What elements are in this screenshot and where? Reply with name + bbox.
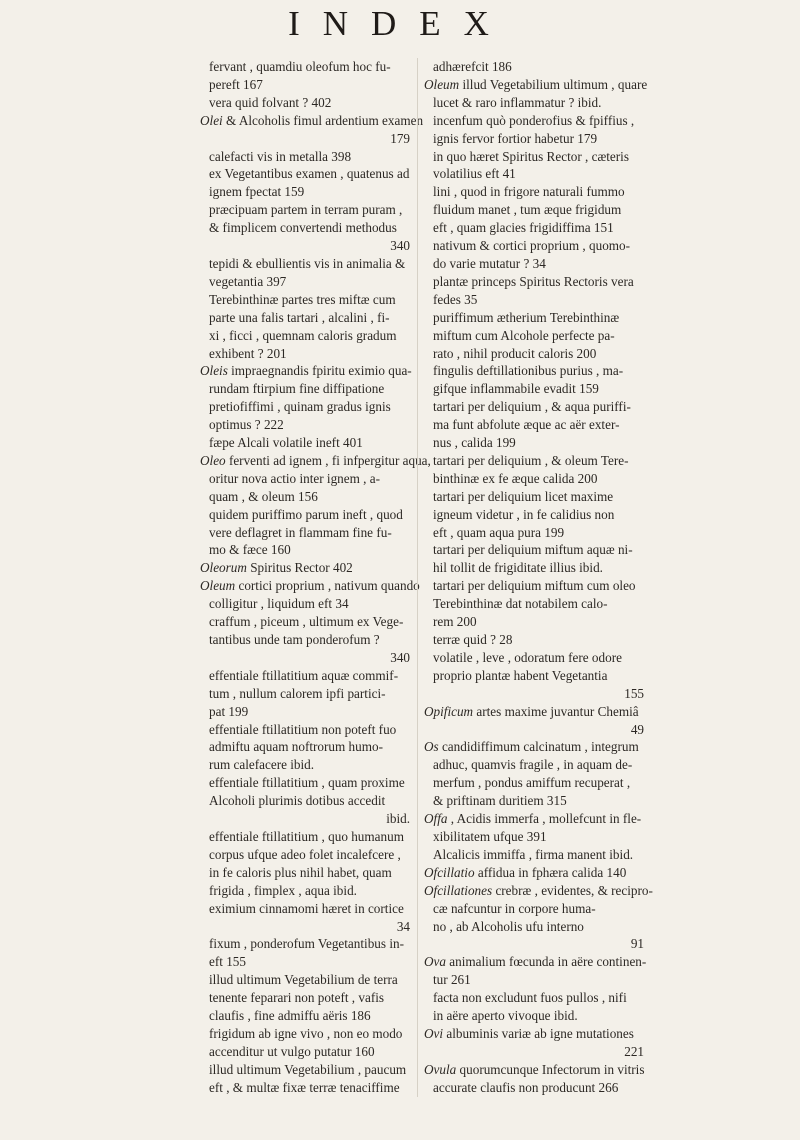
index-entry-line — [200, 201, 412, 219]
index-entry-line — [200, 434, 412, 452]
index-entry-text: rem 200 — [433, 614, 477, 630]
index-entry-text: illud Vegetabilium ultimum , quare — [459, 76, 648, 92]
index-entry-text: incenfum quò ponderofius & fpiffius , — [433, 112, 635, 128]
index-entry-text: & Alcoholis fimul ardentium examen — [222, 112, 424, 128]
index-entry-text: præcipuam partem in terram puram , — [209, 202, 403, 218]
index-entry-text: quorumcunque Infectorum in vitris — [456, 1061, 645, 1077]
index-entry-text: miftum cum Alcohole perfecte pa- — [433, 327, 615, 343]
index-entry-text: frigidum ab igne vivo , non eo modo — [209, 1025, 403, 1041]
index-entry-text: pretiofiffimi , quinam gradus ignis — [209, 399, 391, 415]
index-entry-text: animalium fœcunda in aëre continen- — [445, 954, 647, 970]
index-entry-text: oritur nova actio inter ignem , a- — [209, 470, 381, 486]
index-entry-line — [200, 900, 412, 918]
index-entry-line — [424, 1079, 646, 1097]
index-entry-line — [200, 810, 412, 828]
index-entry-line — [200, 58, 412, 76]
index-entry-line — [424, 201, 646, 219]
index-entry-text: illud ultimum Vegetabilium , paucum — [209, 1061, 407, 1077]
index-entry-line — [424, 291, 646, 309]
index-entry-line — [424, 577, 646, 595]
index-entry-text: 155 — [624, 685, 644, 701]
index-entry-headword-line — [424, 703, 646, 721]
page-header: INDEX — [288, 4, 512, 43]
index-entry-line — [424, 1007, 646, 1025]
index-entry-text: frigida , fimplex , aqua ibid. — [209, 882, 357, 898]
index-entry-text: xibilitatem ufque 391 — [433, 828, 547, 844]
index-entry-text: fingulis deftillationibus purius , ma- — [433, 363, 624, 379]
index-entry-text: 340 — [390, 238, 410, 254]
index-entry-text: calefacti vis in metalla 398 — [209, 148, 352, 164]
index-entry-text: rato , nihil producit caloris 200 — [433, 345, 597, 361]
index-entry-text: tepidi & ebullientis vis in animalia & — [209, 255, 406, 271]
index-entry-line — [424, 756, 646, 774]
index-entry-headword-line — [200, 577, 420, 595]
index-entry-text: nativum & cortici proprium , quomo- — [433, 238, 631, 254]
index-entry-line — [424, 255, 646, 273]
index-entry-line — [424, 165, 646, 183]
index-entry-line — [424, 434, 646, 452]
index-entry-line — [424, 649, 646, 667]
index-entry-text: terræ quid ? 28 — [433, 632, 513, 647]
index-entry-line — [424, 792, 646, 810]
index-entry-text: adhuc, quamvis fragile , in aquam de- — [433, 757, 633, 773]
index-entry-line — [424, 327, 646, 345]
index-entry-headword-line — [424, 810, 646, 828]
index-entry-text: Terebinthinæ partes tres miftæ cum — [209, 291, 396, 307]
index-entry-text: & priftinam duritiem 315 — [433, 793, 567, 809]
index-entry-line — [200, 524, 412, 542]
index-column-left — [200, 58, 431, 1097]
index-entry-text: pat 199 — [209, 703, 249, 719]
index-entry-line — [200, 953, 412, 971]
index-entry-text: ferventi ad ignem , fi infpergitur aqua, — [225, 452, 431, 468]
index-entry-text: craffum , piceum , ultimum ex Vege- — [209, 614, 404, 630]
index-entry-line — [424, 559, 646, 577]
index-entry-headword-line — [200, 452, 431, 470]
index-entry-line — [424, 58, 646, 76]
index-entry-line — [424, 237, 646, 255]
index-headword: Offa — [424, 811, 448, 827]
index-entry-line — [200, 989, 412, 1007]
index-entry-line — [200, 273, 412, 291]
index-entry-headword-line — [424, 738, 646, 756]
index-entry-text: eft , quam aqua pura 199 — [433, 524, 565, 540]
index-entry-text: quidem puriffimo parum ineft , quod — [209, 506, 403, 522]
index-entry-line — [200, 183, 412, 201]
index-entry-line — [200, 416, 412, 434]
index-entry-text: Alcalicis immiffa , firma manent ibid. — [433, 846, 634, 862]
index-entry-text: cortici proprium , nativum quando — [235, 578, 420, 594]
index-entry-text: 49 — [630, 721, 644, 737]
index-headword: Oleis — [200, 363, 228, 379]
index-entry-text: tur 261 — [433, 972, 471, 988]
index-entry-line — [200, 828, 412, 846]
index-headword: Oleo — [200, 452, 226, 468]
index-entry-line — [424, 506, 646, 524]
index-entry-text: 91 — [630, 936, 644, 952]
index-entry-text: tartari per deliquium licet maxime — [433, 488, 614, 504]
index-entry-line — [200, 470, 412, 488]
index-entry-text: no , ab Alcoholis ufu interno — [433, 918, 584, 934]
index-entry-line — [424, 935, 646, 953]
index-entry-text: admiftu aquam noftrorum humo- — [209, 739, 383, 755]
index-entry-line — [424, 470, 646, 488]
index-entry-text: tartari per deliquium , & oleum Tere- — [433, 452, 629, 468]
index-headword: Ova — [424, 954, 446, 970]
index-entry-line — [424, 774, 646, 792]
index-entry-line — [200, 255, 412, 273]
index-entry-line — [424, 362, 646, 380]
index-entry-text: binthinæ ex fe æque calida 200 — [433, 470, 598, 486]
index-entry-text: adhærefcit 186 — [433, 59, 512, 74]
index-entry-line — [200, 237, 412, 255]
index-entry-line — [200, 291, 412, 309]
index-entry-line — [200, 94, 412, 112]
index-headword: Ovula — [424, 1061, 457, 1077]
index-entry-line — [200, 918, 412, 936]
index-entry-line — [200, 971, 412, 989]
index-entry-line — [424, 846, 646, 864]
index-entry-headword-line — [424, 864, 646, 882]
index-headword: Ofcillatio — [424, 864, 475, 880]
index-entry-line — [424, 900, 646, 918]
index-entry-text: eft , & multæ fixæ terræ tenaciffime — [209, 1079, 400, 1095]
index-entry-line — [200, 1025, 412, 1043]
index-entry-text: Spiritus Rector 402 — [246, 560, 353, 576]
index-entry-text: lucet & raro inflammatur ? ibid. — [433, 94, 602, 110]
index-entry-text: optimus ? 222 — [209, 417, 284, 433]
index-entry-line — [424, 309, 646, 327]
index-entry-line — [200, 219, 412, 237]
index-entry-text: merfum , pondus amiffum recuperat , — [433, 775, 631, 791]
index-entry-line — [424, 721, 646, 739]
index-entry-line — [424, 989, 646, 1007]
index-entry-line — [200, 667, 412, 685]
index-entry-line — [200, 756, 412, 774]
index-entry-line — [424, 380, 646, 398]
index-entry-line — [200, 1043, 412, 1061]
index-entry-text: Alcoholi plurimis dotibus accedit — [209, 793, 386, 809]
index-entry-text: albuminis variæ ab igne mutationes — [443, 1025, 634, 1041]
index-entry-text: colligitur , liquidum eft 34 — [209, 596, 349, 612]
index-entry-headword-line — [200, 362, 412, 380]
index-entry-text: tum , nullum calorem ipfi partici- — [209, 685, 386, 701]
index-entry-line — [424, 94, 646, 112]
index-headword: Opificum — [424, 703, 474, 719]
index-headword: Oleorum — [200, 560, 247, 576]
index-headword: Ofcillationes — [424, 882, 493, 898]
index-entry-text: facta non excludunt fuos pullos , nifi — [433, 990, 627, 1006]
index-entry-text: gifque inflammabile evadit 159 — [433, 381, 599, 397]
index-entry-text: tantibus unde tam ponderofum ? — [209, 632, 380, 647]
index-entry-line — [200, 380, 412, 398]
index-entry-line — [200, 1007, 412, 1025]
index-entry-line — [200, 721, 412, 739]
index-entry-headword-line — [424, 882, 653, 900]
index-entry-text: artes maxime juvantur Chemiâ — [473, 703, 639, 719]
index-entry-line — [200, 685, 412, 703]
index-column-right — [417, 58, 653, 1097]
index-entry-line — [200, 165, 412, 183]
index-entry-text: Terebinthinæ dat notabilem calo- — [433, 596, 608, 612]
index-entry-line — [424, 524, 646, 542]
index-entry-line — [424, 918, 646, 936]
index-entry-text: fixum , ponderofum Vegetantibus in- — [209, 936, 404, 952]
index-entry-line — [424, 595, 646, 613]
index-entry-line — [200, 935, 412, 953]
index-entry-line — [424, 828, 646, 846]
index-entry-line — [424, 148, 646, 166]
index-entry-headword-line — [424, 953, 646, 971]
index-entry-text: eximium cinnamomi hæret in cortice — [209, 900, 404, 916]
index-entry-line — [200, 130, 412, 148]
index-entry-line — [424, 183, 646, 201]
index-entry-line — [424, 541, 646, 559]
index-entry-text: impraegnandis fpiritu eximio qua- — [227, 363, 412, 379]
index-entry-text: corpus ufque adeo folet incalefcere , — [209, 846, 401, 862]
index-entry-line — [200, 309, 412, 327]
index-entry-text: tartari per deliquium , & aqua puriffi- — [433, 399, 631, 415]
index-entry-text: quam , & oleum 156 — [209, 488, 318, 504]
index-entry-line — [200, 327, 412, 345]
index-entry-headword-line — [200, 112, 424, 130]
index-entry-line — [200, 148, 412, 166]
index-entry-line — [424, 685, 646, 703]
index-entry-text: 221 — [624, 1043, 644, 1059]
index-entry-text: fedes 35 — [433, 291, 478, 307]
index-entry-text: effentiale ftillatitium non poteft fuo — [209, 721, 397, 737]
index-entry-text: candidiffimum calcinatum , integrum — [438, 739, 639, 755]
index-entry-text: 179 — [390, 130, 410, 146]
index-entry-text: , Acidis immerfa , mollefcunt in fle- — [447, 811, 642, 827]
index-entry-text: ma funt abfolute æque ac aër exter- — [433, 417, 620, 433]
index-entry-headword-line — [200, 559, 412, 577]
index-entry-line — [200, 506, 412, 524]
index-entry-line — [200, 345, 412, 363]
index-entry-text: 34 — [396, 918, 410, 934]
index-entry-headword-line — [424, 1061, 646, 1079]
index-entry-text: fluidum manet , tum æque frigidum — [433, 202, 622, 218]
index-entry-text: rundam ftirpium fine diffipatione — [209, 381, 385, 397]
index-entry-line — [200, 631, 412, 649]
index-entry-text: vegetantia 397 — [209, 273, 287, 289]
index-entry-text: fæpe Alcali volatile ineft 401 — [209, 435, 363, 451]
index-entry-line — [200, 882, 412, 900]
index-entry-text: vere deflagret in flammam fine fu- — [209, 524, 392, 540]
index-entry-line — [200, 846, 412, 864]
index-entry-text: plantæ princeps Spiritus Rectoris vera — [433, 273, 634, 289]
index-entry-line — [200, 595, 412, 613]
index-entry-text: illud ultimum Vegetabilium de terra — [209, 972, 398, 988]
index-entry-line — [200, 613, 412, 631]
index-entry-line — [200, 864, 412, 882]
index-entry-line — [200, 488, 412, 506]
index-entry-line — [424, 416, 646, 434]
index-entry-text: hil tollit de frigiditate illius ibid. — [433, 560, 603, 576]
index-entry-text: in aëre aperto vivoque ibid. — [433, 1008, 578, 1024]
index-entry-line — [200, 76, 412, 94]
index-entry-headword-line — [424, 1025, 646, 1043]
index-entry-line — [424, 452, 646, 470]
index-entry-text: in quo hæret Spiritus Rector , cæteris — [433, 148, 629, 164]
index-entry-text: effentiale ftillatitium , quo humanum — [209, 828, 404, 844]
index-entry-text: parte una falis tartari , alcalini , fi- — [209, 309, 390, 325]
index-entry-text: tartari per deliquium miftum aquæ ni- — [433, 542, 633, 558]
index-entry-line — [424, 219, 646, 237]
index-headword: Oleum — [200, 578, 236, 594]
index-entry-text: igneum videtur , in fe calidius non — [433, 506, 615, 522]
index-headword: Oleum — [424, 76, 460, 92]
index-headword: Os — [424, 739, 439, 755]
index-entry-line — [200, 541, 412, 559]
index-entry-text: in fe caloris plus nihil habet, quam — [209, 864, 392, 880]
index-headword: Olei — [200, 112, 223, 128]
index-entry-line — [424, 273, 646, 291]
index-entry-text: vera quid folvant ? 402 — [209, 94, 332, 110]
index-entry-line — [424, 1043, 646, 1061]
index-entry-text: pereft 167 — [209, 76, 263, 92]
index-entry-text: claufis , fine admiffu aëris 186 — [209, 1008, 371, 1024]
index-entry-text: cæ nafcuntur in corpore huma- — [433, 900, 596, 916]
index-entry-line — [200, 1061, 412, 1079]
index-entry-text: accurate claufis non producunt 266 — [433, 1079, 619, 1095]
index-entry-text: lini , quod in frigore naturali fummo — [433, 184, 625, 200]
index-entry-line — [424, 631, 646, 649]
index-entry-text: rum calefacere ibid. — [209, 757, 315, 773]
index-entry-text: crebræ , evidentes, & recipro- — [492, 882, 653, 898]
index-entry-line — [424, 971, 646, 989]
index-entry-line — [200, 774, 412, 792]
index-entry-line — [424, 613, 646, 631]
index-entry-text: volatile , leve , odoratum fere odore — [433, 649, 622, 665]
index-entry-text: do varie mutatur ? 34 — [433, 255, 546, 271]
index-entry-text: effentiale ftillatitium aquæ commif- — [209, 667, 399, 683]
index-entry-text: ex Vegetantibus examen , quatenus ad — [209, 166, 410, 182]
index-entry-line — [424, 488, 646, 506]
index-entry-line — [424, 130, 646, 148]
index-entry-text: & fimplicem convertendi methodus — [209, 220, 397, 236]
index-entry-text: ibid. — [386, 811, 410, 827]
index-entry-text: accenditur ut vulgo putatur 160 — [209, 1043, 375, 1059]
index-entry-line — [200, 1079, 412, 1097]
index-entry-line — [424, 398, 646, 416]
index-entry-text: xi , ficci , quemnam caloris gradum — [209, 327, 397, 343]
index-entry-line — [200, 738, 412, 756]
index-entry-text: 340 — [390, 649, 410, 665]
index-entry-text: ignem fpectat 159 — [209, 184, 305, 200]
index-entry-text: fervant , quamdiu oleofum hoc fu- — [209, 59, 391, 74]
index-entry-text: effentiale ftillatitium , quam proxime — [209, 775, 405, 791]
index-entry-text: puriffimum ætherium Terebinthinæ — [433, 309, 620, 325]
index-entry-text: volatilius eft 41 — [433, 166, 516, 182]
index-entry-text: proprio plantæ habent Vegetantia — [433, 667, 608, 683]
index-entry-text: nus , calida 199 — [433, 435, 516, 451]
index-entry-line — [200, 703, 412, 721]
index-headword: Ovi — [424, 1025, 444, 1041]
index-entry-line — [200, 398, 412, 416]
index-entry-text: tartari per deliquium miftum cum oleo — [433, 578, 636, 594]
index-entry-text: eft , quam glacies frigidiffima 151 — [433, 220, 614, 236]
index-entry-line — [200, 792, 412, 810]
index-entry-line — [424, 345, 646, 363]
index-entry-text: tenente feparari non poteft , vafis — [209, 990, 385, 1006]
index-entry-text: ignis fervor fortior habetur 179 — [433, 130, 598, 146]
index-entry-line — [424, 112, 646, 130]
index-entry-line — [424, 667, 646, 685]
index-entry-text: affidua in fphæra calida 140 — [474, 864, 627, 880]
index-entry-text: mo & fæce 160 — [209, 542, 291, 558]
index-entry-text: exhibent ? 201 — [209, 345, 287, 361]
index-entry-line — [200, 649, 412, 667]
index-entry-headword-line — [424, 76, 646, 94]
index-entry-text: eft 155 — [209, 954, 246, 970]
